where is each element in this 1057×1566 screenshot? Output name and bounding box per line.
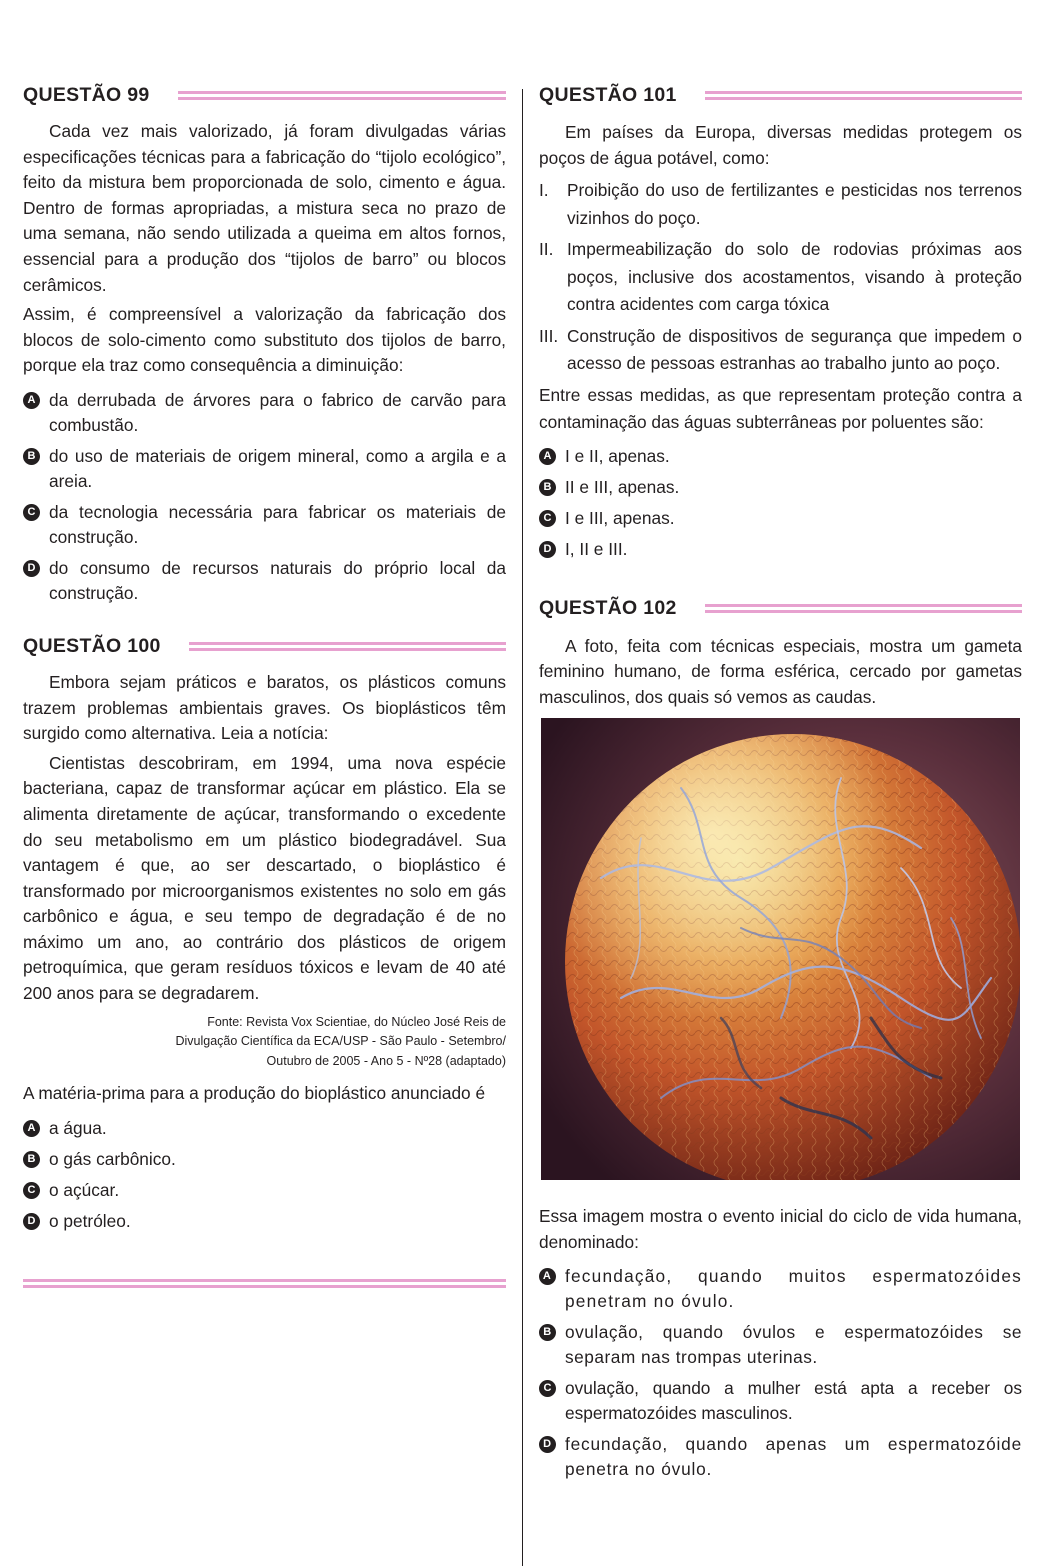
question-text: Em países da Europa, diversas medidas protegem os poços de água potável, como: [539, 122, 1022, 168]
item-number: II. [539, 239, 554, 260]
header-rule [705, 91, 1022, 100]
option-badge: D [23, 1213, 40, 1230]
answer-option-b[interactable] [539, 1320, 1022, 1370]
option-text: fecundação, quando apenas um espermatozóide penetra no óvulo. [565, 1434, 1022, 1480]
answer-option-c[interactable] [539, 1376, 1022, 1426]
header-rule [178, 91, 506, 100]
answer-options [539, 444, 1022, 562]
answer-option-d[interactable] [539, 537, 1022, 562]
option-text: I e II, apenas. [565, 445, 670, 466]
answer-option-c[interactable] [23, 500, 506, 550]
egg-cell-photo [541, 718, 1020, 1180]
answer-option-b[interactable] [539, 475, 1022, 500]
item-text: Construção de dispositivos de segurança que impedem o acesso de pessoas estranhas ao trabalho junto ao poço. [567, 325, 1022, 374]
item-text: Impermeabilização do solo de rodovias próximas aos poços, inclusive dos acostamentos, visando à proteção contra acidentes com carga tóxica [567, 239, 1022, 315]
answer-option-a[interactable] [23, 1116, 506, 1141]
header-rule [189, 642, 506, 651]
option-text: II e III, apenas. [565, 476, 680, 497]
option-badge: B [539, 479, 556, 496]
option-badge: B [23, 448, 40, 465]
question-header [23, 634, 506, 660]
question-header [23, 82, 506, 108]
option-badge: C [23, 1182, 40, 1199]
question-header [539, 596, 1022, 622]
list-item [539, 177, 1022, 232]
answer-option-a[interactable] [539, 444, 1022, 469]
question-header [539, 82, 1022, 108]
answer-option-d[interactable] [539, 1432, 1022, 1482]
list-item [539, 323, 1022, 378]
option-text: ovulação, quando a mulher está apta a receber os espermatozóides masculinos. [565, 1378, 1022, 1424]
option-badge: C [23, 504, 40, 521]
option-text: o gás carbônico. [49, 1148, 176, 1169]
option-badge: D [539, 1436, 556, 1453]
question-102 [539, 596, 1022, 1483]
option-text: do uso de materiais de origem mineral, como a argila e a areia. [49, 445, 506, 491]
list-item [539, 236, 1022, 319]
option-text: da derrubada de árvores para o fabrico de carvão para combustão. [49, 389, 506, 435]
source-citation [23, 1013, 506, 1072]
option-badge: C [539, 1380, 556, 1397]
section-end-rule [23, 1279, 506, 1288]
option-badge: D [539, 541, 556, 558]
measures-list [539, 177, 1022, 378]
right-column [539, 82, 1022, 1488]
question-100 [23, 634, 506, 1234]
option-text: do consumo de recursos naturais do próprio local da construção. [49, 557, 506, 603]
option-text: fecundação, quando muitos espermatozóides penetram no óvulo. [565, 1266, 1022, 1312]
option-badge: A [539, 448, 556, 465]
question-text: Assim, é compreensível a valorização da fabricação dos blocos de solo-cimento como substituto dos tijolos de barro, porque ela traz como consequência a diminuição: [23, 304, 506, 376]
answer-option-c[interactable] [23, 1178, 506, 1203]
question-text: Cada vez mais valorizado, já foram divulgadas várias especificações técnicas para a fabricação do “tijolo ecológico”, feito da mistura bem proporcionada de solo, cimento e água. Dentro de formas apropriadas, a mistura seca no prazo de uma semana, não sendo utilizada a queima em altos fornos, essencial para a produção dos “tijolos de barro” ou blocos cerâmicos. [23, 121, 506, 295]
option-badge: A [23, 1120, 40, 1137]
question-prompt: Entre essas medidas, as que representam proteção contra a contaminação das águas subterrâneas por poluentes são: [539, 384, 1022, 432]
answer-option-d[interactable] [23, 1209, 506, 1234]
answer-options [539, 1264, 1022, 1482]
question-title: QUESTÃO 99 [23, 83, 150, 106]
option-badge: C [539, 510, 556, 527]
item-text: Proibição do uso de fertilizantes e pesticidas nos terrenos vizinhos do poço. [567, 180, 1022, 228]
column-divider [522, 89, 523, 1566]
header-rule [705, 604, 1022, 613]
question-text: A foto, feita com técnicas especiais, mostra um gameta feminino humano, de forma esférica, cercado por gametas masculinos, dos quais só vemos as caudas. [539, 635, 1022, 707]
source-line: Divulgação Científica da ECA/USP - São Paulo - Setembro/ [175, 1034, 506, 1049]
option-badge: B [539, 1324, 556, 1341]
option-badge: B [23, 1151, 40, 1168]
option-text: da tecnologia necessária para fabricar os materiais de construção. [49, 501, 506, 547]
source-line: Outubro de 2005 - Ano 5 - Nº28 (adaptado) [266, 1053, 506, 1068]
option-text: a água. [49, 1117, 107, 1138]
option-badge: D [23, 560, 40, 577]
answer-option-b[interactable] [23, 1147, 506, 1172]
left-column [23, 82, 506, 1240]
question-title: QUESTÃO 100 [23, 635, 161, 658]
question-101 [539, 82, 1022, 562]
option-text: I, II e III. [565, 538, 628, 559]
source-line: Fonte: Revista Vox Scientiae, do Núcleo José Reis de [207, 1014, 506, 1029]
question-title: QUESTÃO 101 [539, 83, 677, 106]
question-text: Embora sejam práticos e baratos, os plásticos comuns trazem problemas ambientais graves. Os bioplásticos têm surgido como alternativa. Leia a notícia: [23, 671, 506, 744]
option-badge: A [539, 1268, 556, 1285]
news-excerpt: Cientistas descobriram, em 1994, uma nova espécie bacteriana, capaz de transformar açúcar em plástico. Ela se alimenta diretamente de açúcar, transformando o excedente do seu metabolismo em um plástico biodegradável. Sua vantagem é que, ao ser descartado, o bioplástico é transformado por microorganismos existentes no solo em gás carbônico e água, e seu tempo de degradação é de no máximo um ano, ao contrário dos plásticos de origem petroquímica, que geram resíduos tóxicos e levam de 40 até 200 anos para se degradarem. [23, 752, 506, 1004]
question-prompt: A matéria-prima para a produção do bioplástico anunciado é [23, 1083, 486, 1104]
answer-option-d[interactable] [23, 556, 506, 606]
answer-options [23, 1116, 506, 1234]
question-99 [23, 82, 506, 606]
item-number: I. [539, 180, 549, 201]
answer-option-a[interactable] [539, 1264, 1022, 1314]
option-text: o açúcar. [49, 1179, 120, 1200]
answer-option-c[interactable] [539, 506, 1022, 531]
option-text: I e III, apenas. [565, 507, 675, 528]
question-prompt: Essa imagem mostra o evento inicial do ciclo de vida humana, denominado: [539, 1206, 1022, 1253]
option-text: o petróleo. [49, 1210, 131, 1231]
item-number: III. [539, 325, 559, 346]
answer-options [23, 388, 506, 606]
option-badge: A [23, 392, 40, 409]
answer-option-b[interactable] [23, 444, 506, 494]
option-text: ovulação, quando óvulos e espermatozóides se separam nas trompas uterinas. [565, 1322, 1022, 1368]
answer-option-a[interactable] [23, 388, 506, 438]
question-title: QUESTÃO 102 [539, 597, 677, 620]
